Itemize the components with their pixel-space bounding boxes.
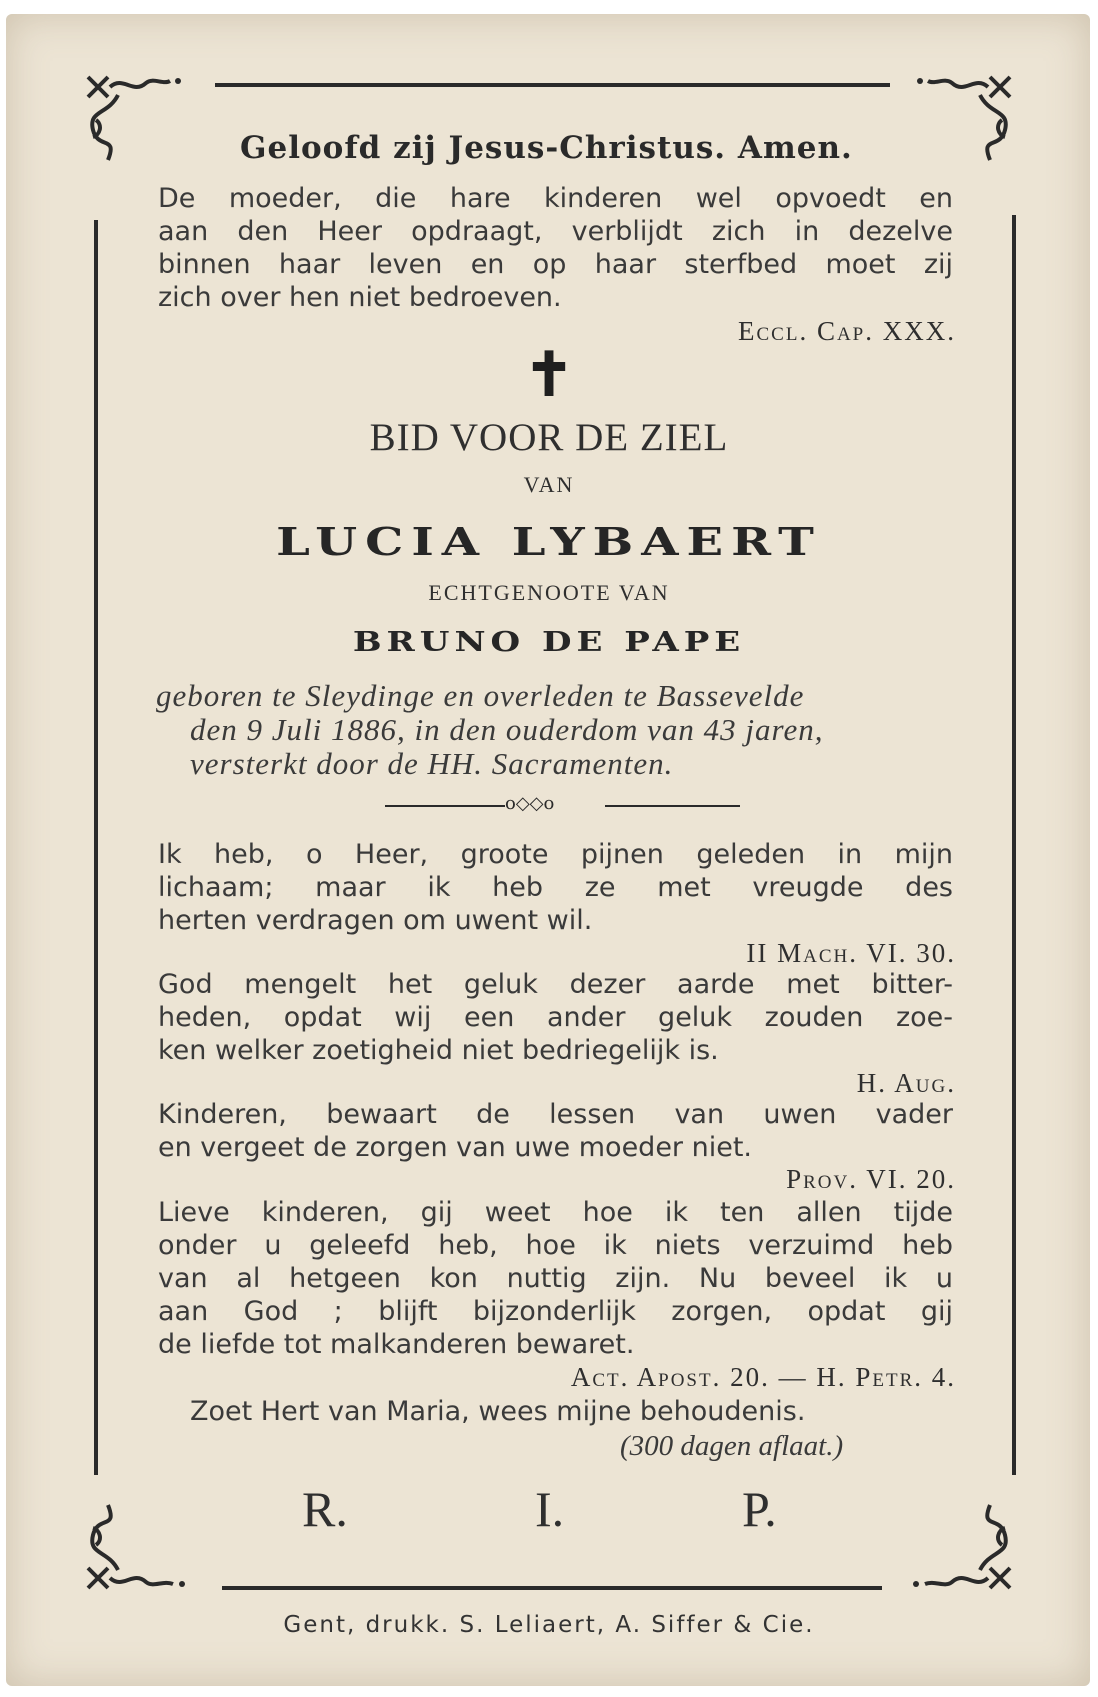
verse-reference: H. Aug. bbox=[856, 1068, 956, 1098]
detail-line: den 9 Juli 1886, in den ouderdom van 43 jaren, bbox=[190, 712, 824, 747]
corner-ornament-bottom-right bbox=[900, 1480, 1020, 1600]
rip-p: P. bbox=[742, 1481, 777, 1537]
intro-line: De moeder, die hare kinderen wel opvoedt en bbox=[158, 183, 953, 214]
verse-reference: II Mach. VI. 30. bbox=[746, 938, 956, 968]
intro-line: binnen haar leven en op haar sterfbed moet zij bbox=[158, 249, 953, 280]
verse-line: van al hetgeen kon nuttig zijn. Nu beveel ik u bbox=[158, 1263, 953, 1294]
verse-line: lichaam; maar ik heb ze met vreugde des bbox=[158, 872, 953, 903]
verse-line: onder u geleefd heb, hoe ik niets verzuimd heb bbox=[158, 1230, 953, 1261]
header-title: Geloofd zij Jesus-Christus. Amen. bbox=[240, 130, 853, 166]
verse-line: heden, opdat wij een ander geluk zouden zoe- bbox=[158, 1002, 953, 1033]
detail-line: versterkt door de HH. Sacramenten. bbox=[190, 746, 674, 781]
spouse-name: BRUNO DE PAPE bbox=[352, 626, 746, 658]
corner-ornament-bottom-left bbox=[78, 1480, 198, 1600]
verse-paragraph bbox=[158, 1098, 953, 1164]
intro-paragraph bbox=[158, 182, 953, 314]
verse-reference: Prov. VI. 20. bbox=[786, 1164, 956, 1194]
detail-line: geboren te Sleydinge en overleden te Bassevelde bbox=[156, 678, 805, 713]
spouse-label: ECHTGENOOTE VAN bbox=[428, 580, 670, 605]
verse-paragraph bbox=[158, 838, 953, 937]
divider-left bbox=[385, 805, 505, 807]
prayer-van: VAN bbox=[523, 472, 575, 497]
closing-invocation: Zoet Hert van Maria, wees mijne behoudenis. bbox=[190, 1396, 806, 1427]
verse-line: Kinderen, bewaart de lessen van uwen vader bbox=[158, 1099, 953, 1130]
bottom-rule bbox=[222, 1586, 882, 1590]
verse-line: God mengelt het geluk dezer aarde met bitter- bbox=[158, 969, 953, 1000]
verse-paragraph bbox=[158, 1196, 953, 1361]
verse-paragraph bbox=[158, 968, 953, 1067]
verse-line: en vergeet de zorgen van uwe moeder niet. bbox=[158, 1132, 753, 1163]
verse-reference: Act. Apost. 20. — H. Petr. 4. bbox=[570, 1362, 956, 1392]
rip-i: I. bbox=[535, 1481, 565, 1537]
verse-line: ken welker zoetigheid niet bedriegelijk is. bbox=[158, 1035, 719, 1066]
corner-ornament-top-left bbox=[78, 65, 198, 185]
intro-line: zich over hen niet bedroeven. bbox=[158, 282, 562, 313]
cross-icon: ✝ bbox=[523, 340, 575, 410]
verse-line: Lieve kinderen, gij weet hoe ik ten allen tijde bbox=[158, 1197, 953, 1228]
verse-line: herten verdragen om uwent wil. bbox=[158, 905, 593, 936]
verse-line: de liefde tot malkanderen bewaret. bbox=[158, 1329, 635, 1360]
deceased-name: LUCIA LYBAERT bbox=[276, 519, 822, 565]
printer-imprint: Gent, drukk. S. Leliaert, A. Siffer & Cie. bbox=[283, 1612, 815, 1638]
divider-ornament: o◇◇o bbox=[505, 793, 555, 814]
corner-ornament-top-right bbox=[900, 65, 1020, 185]
rip-r: R. bbox=[302, 1481, 348, 1537]
intro-reference: Eccl. Cap. XXX. bbox=[738, 316, 956, 346]
intro-line: aan den Heer opdraagt, verblijdt zich in dezelve bbox=[158, 216, 953, 247]
prayer-heading: BID VOOR DE ZIEL bbox=[369, 416, 729, 459]
verse-line: aan God ; blijft bijzonderlijk zorgen, opdat gij bbox=[158, 1296, 953, 1327]
top-rule bbox=[215, 83, 890, 87]
verse-line: Ik heb, o Heer, groote pijnen geleden in mijn bbox=[158, 839, 953, 870]
indulgence-note: (300 dagen aflaat.) bbox=[620, 1430, 844, 1462]
divider-right bbox=[605, 805, 740, 807]
